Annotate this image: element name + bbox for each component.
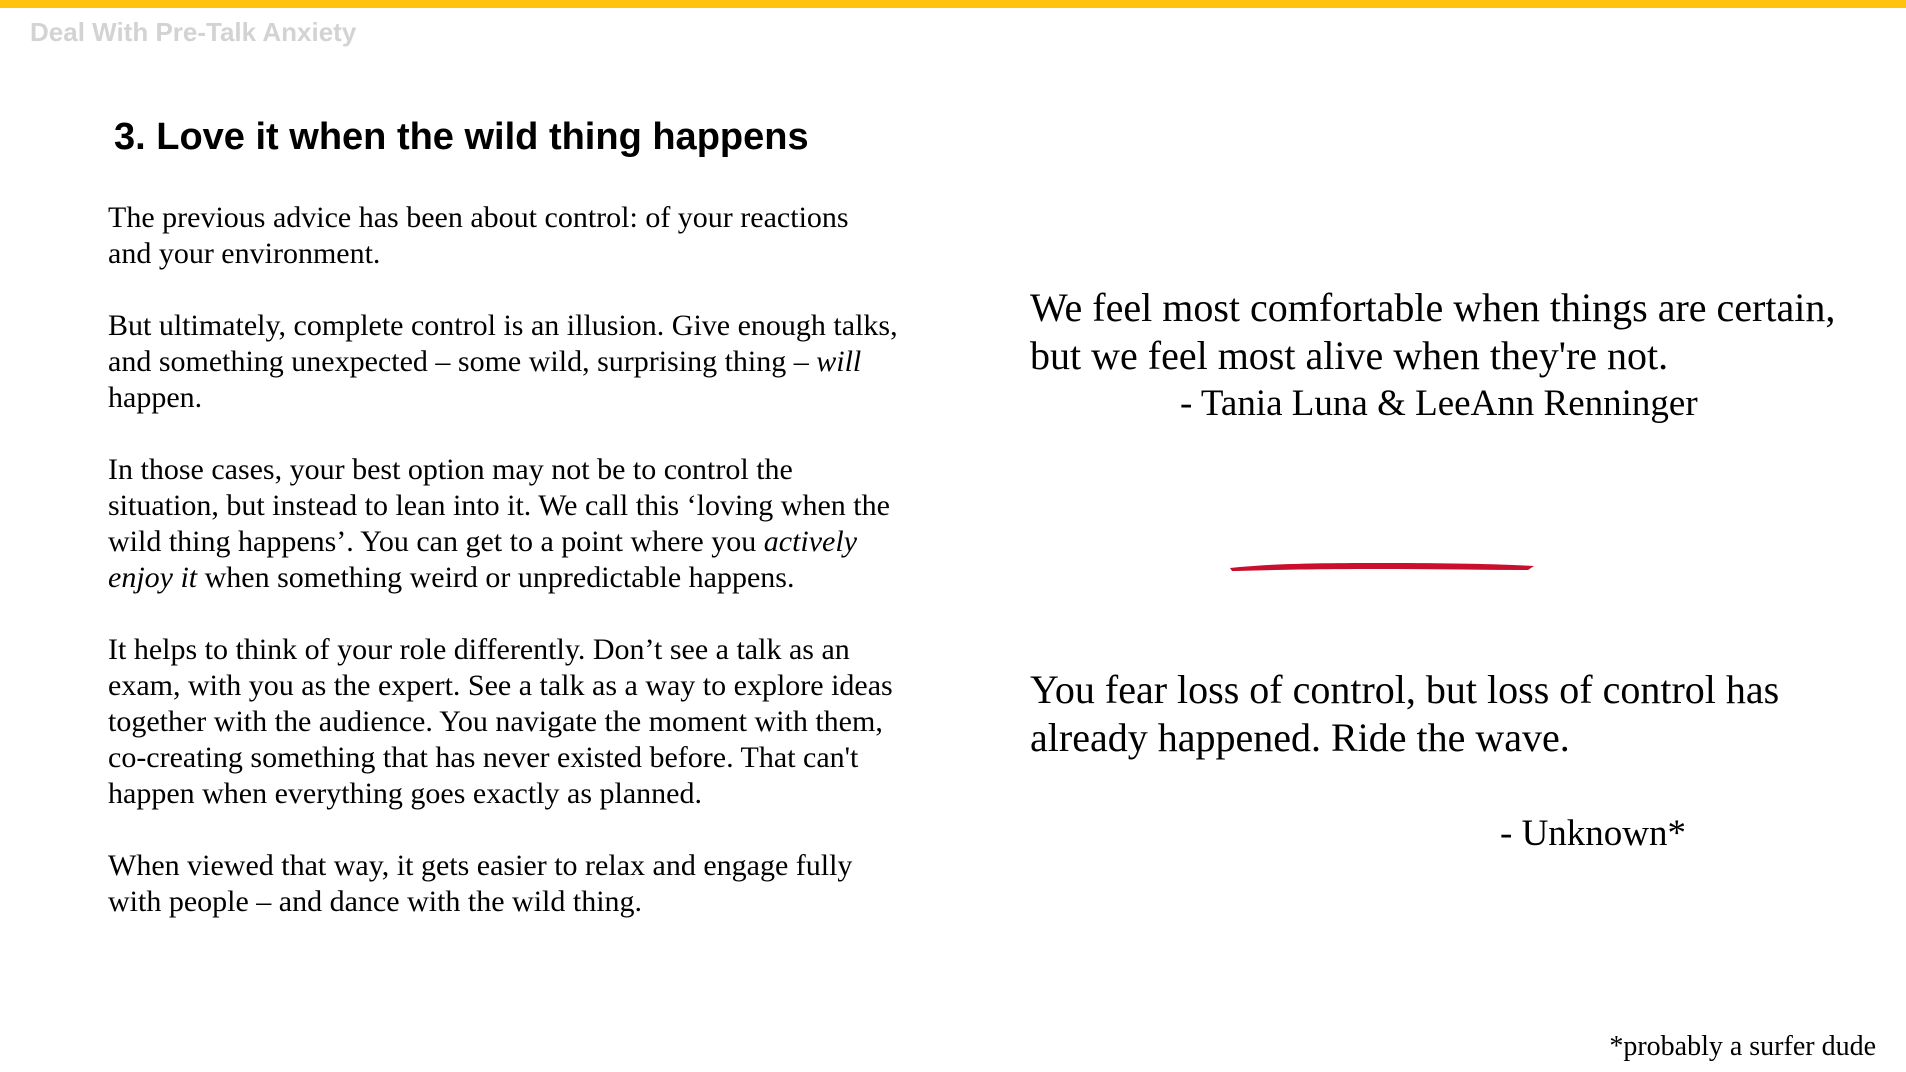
paragraph-2 <box>108 308 898 416</box>
paragraph-2-text: But ultimately, complete control is an illusion. Give enough talks, and something unexpected – some wild, surprising thing – <box>108 309 898 378</box>
quote-2-attribution: - Unknown* <box>1500 813 1687 854</box>
section-label: Deal With Pre-Talk Anxiety <box>30 17 357 47</box>
paragraph-1: The previous advice has been about control: of your reactions and your environment. <box>108 201 849 270</box>
paragraph-3-text-end: when something weird or unpredictable happens. <box>197 561 795 594</box>
paragraph-4: It helps to think of your role differently. Don’t see a talk as an exam, with you as the expert. See a talk as a way to explore ideas together with the audience. You navigate the moment with them, co-creating something that has never existed before. That can't happen when everything goes exactly as planned. <box>108 633 893 810</box>
brush-stroke <box>1230 563 1534 571</box>
footnote: *probably a surfer dude <box>1609 1031 1876 1062</box>
paragraph-3-text: In those cases, your best option may not be to control the situation, but instead to lean into it. We call this ‘loving when the wild thing happens’. You can get to a point where you <box>108 453 890 558</box>
body-text <box>108 200 898 956</box>
quote-1-text: We feel most comfortable when things are certain, but we feel most alive when they're not. <box>1030 285 1836 378</box>
quote-1 <box>1030 284 1850 428</box>
accent-bar <box>0 0 1906 8</box>
paragraph-5: When viewed that way, it gets easier to relax and engage fully with people – and dance with the wild thing. <box>108 849 853 918</box>
slide-title: 3. Love it when the wild thing happens <box>114 116 809 158</box>
quote-2-text: You fear loss of control, but loss of control has already happened. Ride the wave. <box>1030 667 1780 760</box>
paragraph-2-emphasis: will <box>816 345 862 378</box>
paragraph-2-text-end: happen. <box>108 381 203 414</box>
brush-stroke-divider <box>1228 556 1538 576</box>
paragraph-3-emphasis: actively enjoy it <box>108 525 858 594</box>
paragraph-3 <box>108 452 898 596</box>
quote-1-attribution: - Tania Luna & LeeAnn Renninger <box>1180 383 1698 424</box>
